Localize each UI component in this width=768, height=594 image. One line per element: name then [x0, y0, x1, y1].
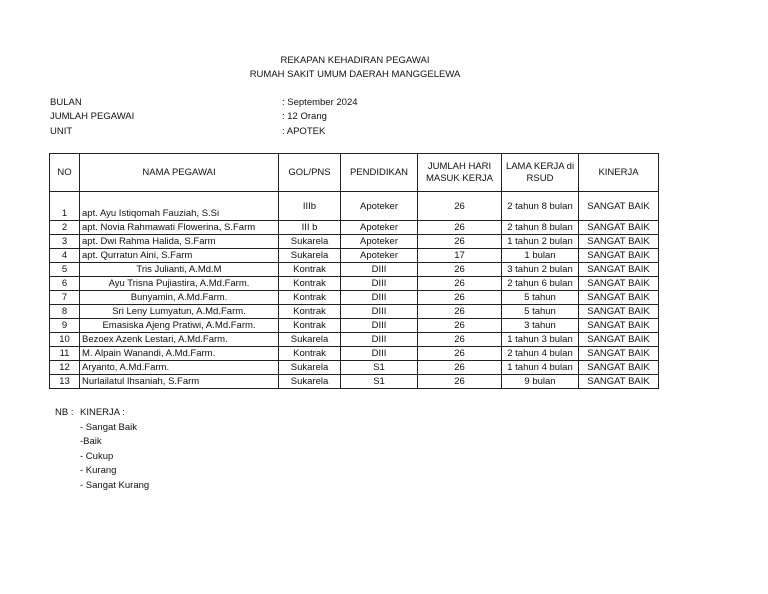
cell-gol: Sukarela — [279, 235, 341, 249]
cell-lama: 3 tahun 2 bulan — [502, 263, 579, 277]
jumlah-pegawai-label: JUMLAH PEGAWAI — [50, 111, 135, 122]
cell-pendidikan: DIII — [341, 347, 418, 361]
table-row — [50, 333, 659, 347]
cell-nama: Aryanto, A.Md.Farm. — [80, 361, 279, 375]
cell-nama: Tris Julianti, A.Md.M — [80, 263, 279, 277]
cell-gol: Sukarela — [279, 361, 341, 375]
cell-kinerja: SANGAT BAIK — [579, 319, 659, 333]
cell-pendidikan: Apoteker — [341, 235, 418, 249]
note-title: KINERJA : — [80, 407, 125, 418]
cell-nama: Ayu Trisna Pujiastira, A.Md.Farm. — [80, 277, 279, 291]
cell-lama: 1 bulan — [502, 249, 579, 263]
cell-gol: III b — [279, 221, 341, 235]
cell-gol: Kontrak — [279, 305, 341, 319]
cell-gol: IIIb — [279, 192, 341, 221]
cell-nama: Bunyamin, A.Md.Farm. — [80, 291, 279, 305]
note-item: - Cukup — [80, 451, 114, 462]
header-gol: GOL/PNS — [279, 154, 341, 192]
cell-hari: 26 — [418, 221, 502, 235]
table-row — [50, 319, 659, 333]
note-item: - Sangat Kurang — [80, 480, 150, 491]
cell-kinerja: SANGAT BAIK — [579, 235, 659, 249]
bulan-label: BULAN — [50, 97, 82, 108]
table-row — [50, 249, 659, 263]
cell-nama: Bezoex Azenk Lestari, A.Md.Farm. — [80, 333, 279, 347]
cell-gol: Sukarela — [279, 249, 341, 263]
cell-pendidikan: DIII — [341, 291, 418, 305]
cell-pendidikan: DIII — [341, 319, 418, 333]
header-no: NO — [50, 154, 80, 192]
unit-label: UNIT — [50, 126, 73, 137]
cell-lama: 1 tahun 4 bulan — [502, 361, 579, 375]
cell-gol: Kontrak — [279, 319, 341, 333]
cell-nama: Sri Leny Lumyatun, A.Md.Farm. — [80, 305, 279, 319]
cell-no: 9 — [50, 319, 80, 333]
cell-hari: 26 — [418, 277, 502, 291]
cell-hari: 26 — [418, 333, 502, 347]
table-row — [50, 305, 659, 319]
cell-hari: 26 — [418, 347, 502, 361]
cell-gol: Kontrak — [279, 291, 341, 305]
cell-nama: Emasiska Ajeng Pratiwi, A.Md.Farm. — [80, 319, 279, 333]
cell-gol: Kontrak — [279, 263, 341, 277]
cell-kinerja: SANGAT BAIK — [579, 305, 659, 319]
header-pendidikan: PENDIDIKAN — [341, 154, 418, 192]
table-row — [50, 347, 659, 361]
table-row — [50, 221, 659, 235]
cell-gol: Kontrak — [279, 277, 341, 291]
cell-no: 3 — [50, 235, 80, 249]
cell-kinerja: SANGAT BAIK — [579, 263, 659, 277]
hospital-name: RUMAH SAKIT UMUM DAERAH MANGGELEWA — [249, 69, 461, 80]
cell-kinerja: SANGAT BAIK — [579, 333, 659, 347]
note-item: - Sangat Baik — [80, 422, 138, 433]
cell-nama: apt. Qurratun Aini, S.Farm — [80, 249, 279, 263]
cell-kinerja: SANGAT BAIK — [579, 192, 659, 221]
cell-hari: 26 — [418, 291, 502, 305]
cell-no: 12 — [50, 361, 80, 375]
header-lama-kerja: LAMA KERJA di RSUD — [502, 154, 579, 192]
cell-lama: 2 tahun 8 bulan — [502, 221, 579, 235]
cell-no: 10 — [50, 333, 80, 347]
cell-hari: 26 — [418, 305, 502, 319]
cell-no: 8 — [50, 305, 80, 319]
cell-no: 1 — [50, 192, 80, 221]
cell-kinerja: SANGAT BAIK — [579, 249, 659, 263]
cell-pendidikan: DIII — [341, 277, 418, 291]
cell-hari: 26 — [418, 235, 502, 249]
note-label: NB : — [55, 407, 74, 418]
cell-pendidikan: DIII — [341, 333, 418, 347]
cell-lama: 5 tahun — [502, 305, 579, 319]
cell-pendidikan: S1 — [341, 361, 418, 375]
cell-kinerja: SANGAT BAIK — [579, 221, 659, 235]
table-row — [50, 291, 659, 305]
cell-lama: 1 tahun 2 bulan — [502, 235, 579, 249]
table-row — [50, 235, 659, 249]
cell-nama: apt. Ayu Istiqomah Fauziah, S.Si — [80, 192, 279, 221]
cell-lama: 2 tahun 4 bulan — [502, 347, 579, 361]
cell-gol: Kontrak — [279, 347, 341, 361]
cell-hari: 26 — [418, 319, 502, 333]
cell-no: 5 — [50, 263, 80, 277]
cell-no: 2 — [50, 221, 80, 235]
cell-nama: Nurlailatul Ihsaniah, S.Farm — [80, 375, 279, 389]
cell-no: 6 — [50, 277, 80, 291]
cell-nama: apt. Dwi Rahma Halida, S.Farm — [80, 235, 279, 249]
cell-kinerja: SANGAT BAIK — [579, 347, 659, 361]
cell-pendidikan: Apoteker — [341, 221, 418, 235]
note-item: - Kurang — [80, 465, 117, 476]
report-title: REKAPAN KEHADIRAN PEGAWAI — [280, 55, 430, 66]
header-kinerja: KINERJA — [579, 154, 659, 192]
cell-no: 13 — [50, 375, 80, 389]
cell-pendidikan: DIII — [341, 305, 418, 319]
table-row — [50, 263, 659, 277]
unit-value: : APOTEK — [282, 126, 326, 137]
cell-pendidikan: S1 — [341, 375, 418, 389]
jumlah-pegawai-value: : 12 Orang — [282, 111, 327, 122]
cell-lama: 2 tahun 8 bulan — [502, 192, 579, 221]
cell-pendidikan: Apoteker — [341, 249, 418, 263]
cell-no: 4 — [50, 249, 80, 263]
cell-hari: 26 — [418, 375, 502, 389]
note-item: -Baik — [80, 436, 102, 447]
table-row — [50, 375, 659, 389]
cell-no: 11 — [50, 347, 80, 361]
cell-lama: 5 tahun — [502, 291, 579, 305]
cell-lama: 2 tahun 6 bulan — [502, 277, 579, 291]
cell-pendidikan: Apoteker — [341, 192, 418, 221]
cell-pendidikan: DIII — [341, 263, 418, 277]
cell-kinerja: SANGAT BAIK — [579, 277, 659, 291]
header-nama: NAMA PEGAWAI — [80, 154, 279, 192]
cell-hari: 26 — [418, 361, 502, 375]
cell-gol: Sukarela — [279, 333, 341, 347]
table-row — [50, 192, 659, 221]
cell-kinerja: SANGAT BAIK — [579, 375, 659, 389]
cell-nama: apt. Novia Rahmawati Flowerina, S.Farm — [80, 221, 279, 235]
table-row — [50, 361, 659, 375]
cell-hari: 17 — [418, 249, 502, 263]
bulan-value: : September 2024 — [282, 97, 358, 108]
cell-no: 7 — [50, 291, 80, 305]
header-jumlah-hari: JUMLAH HARI MASUK KERJA — [418, 154, 502, 192]
table-header-row — [50, 154, 659, 192]
cell-hari: 26 — [418, 192, 502, 221]
cell-kinerja: SANGAT BAIK — [579, 361, 659, 375]
cell-hari: 26 — [418, 263, 502, 277]
cell-lama: 1 tahun 3 bulan — [502, 333, 579, 347]
cell-gol: Sukarela — [279, 375, 341, 389]
cell-nama: M. Alpain Wanandi, A.Md.Farm. — [80, 347, 279, 361]
cell-lama: 3 tahun — [502, 319, 579, 333]
table-row — [50, 277, 659, 291]
attendance-table — [49, 153, 659, 389]
cell-kinerja: SANGAT BAIK — [579, 291, 659, 305]
cell-lama: 9 bulan — [502, 375, 579, 389]
